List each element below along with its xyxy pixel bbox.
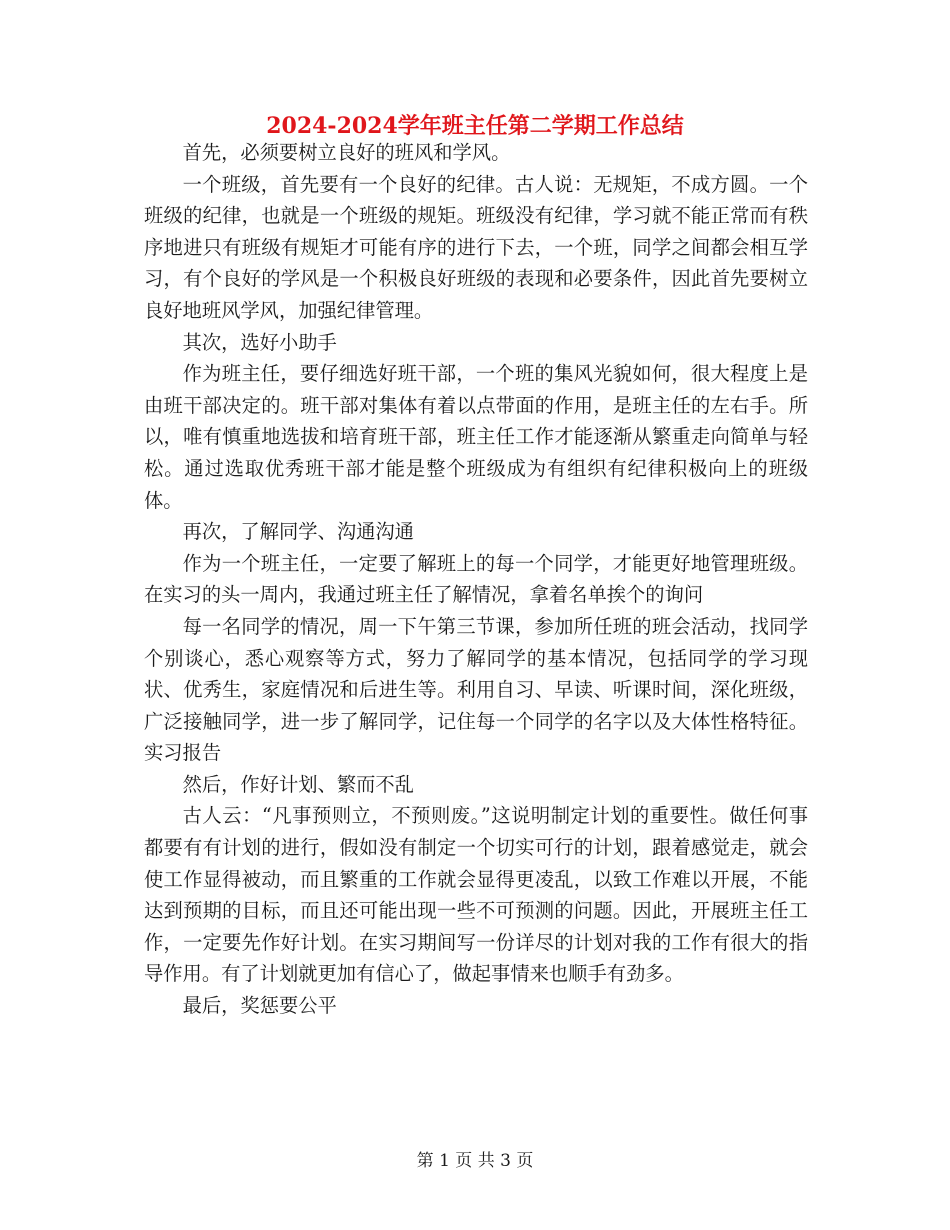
section-heading-5: 最后，奖惩要公平 xyxy=(182,994,337,1018)
document-body xyxy=(144,137,808,1022)
section-heading-2: 其次，选好小助手 xyxy=(182,330,337,354)
paragraph-2: 一个班级，首先要有一个良好的纪律。古人说：无规矩，不成方圆。一个班级的纪律，也就是一个班级的规矩。班级没有纪律，学习就不能正常而有秩序地进只有班级有规矩才可能有序的进行下去，一个班，同学之间都会相互学习，有个良好的学风是一个积极良好班级的表现和必要条件，因此首先要树立良好地班风学风，加强纪律管理。 xyxy=(144,172,808,322)
paragraph-1: 首先，必须要树立良好的班风和学风。 xyxy=(182,141,511,164)
section-heading-3: 再次，了解同学、沟通沟通 xyxy=(182,520,414,544)
paragraph-4: 作为一个班主任，一定要了解班上的每一个同学，才能更好地管理班级。在实习的头一周内，我通过班主任了解情况，拿着名单挨个的询问 xyxy=(144,551,808,607)
paragraph-5: 每一名同学的情况，周一下午第三节课，参加所任班的班会活动，找同学个别谈心，悉心观察等方式，努力了解同学的基本情况，包括同学的学习现状、优秀生，家庭情况和后进生等。利用自习、早读、听课时间，深化班级，广泛接触同学，进一步了解同学，记住每一个同学的名字以及大体性格特征。实习报告 xyxy=(144,614,808,765)
document-title: 2024-2024学年班主任第二学期工作总结 xyxy=(266,113,684,139)
page-footer xyxy=(0,1150,950,1172)
page-number-label: 第 1 页 共 3 页 xyxy=(416,1151,534,1171)
paragraph-6: 古人云：“凡事预则立，不预则废。”这说明制定计划的重要性。做任何事都要有有计划的进行，假如没有制定一个切实可行的计划，跟着感觉走，就会使工作显得被动，而且繁重的工作就会显得更凌乱，以致工作难以开展，不能达到预期的目标，而且还可能出现一些不可预测的问题。因此，开展班主任工作，一定要先作好计划。在实习期间写一份详尽的计划对我的工作有很大的指导作用。有了计划就更加有信心了，做起事情来也顺手有劲多。 xyxy=(144,804,808,986)
section-heading-4: 然后，作好计划、繁而不乱 xyxy=(182,772,414,796)
paragraph-3: 作为班主任，要仔细选好班干部，一个班的集风光貌如何，很大程度上是由班干部决定的。班干部对集体有着以点带面的作用，是班主任的左右手。所以，唯有慎重地选拔和培育班干部，班主任工作才能逐渐从繁重走向简单与轻松。通过选取优秀班干部才能是整个班级成为有组织有纪律积极向上的班级体。 xyxy=(144,362,808,512)
